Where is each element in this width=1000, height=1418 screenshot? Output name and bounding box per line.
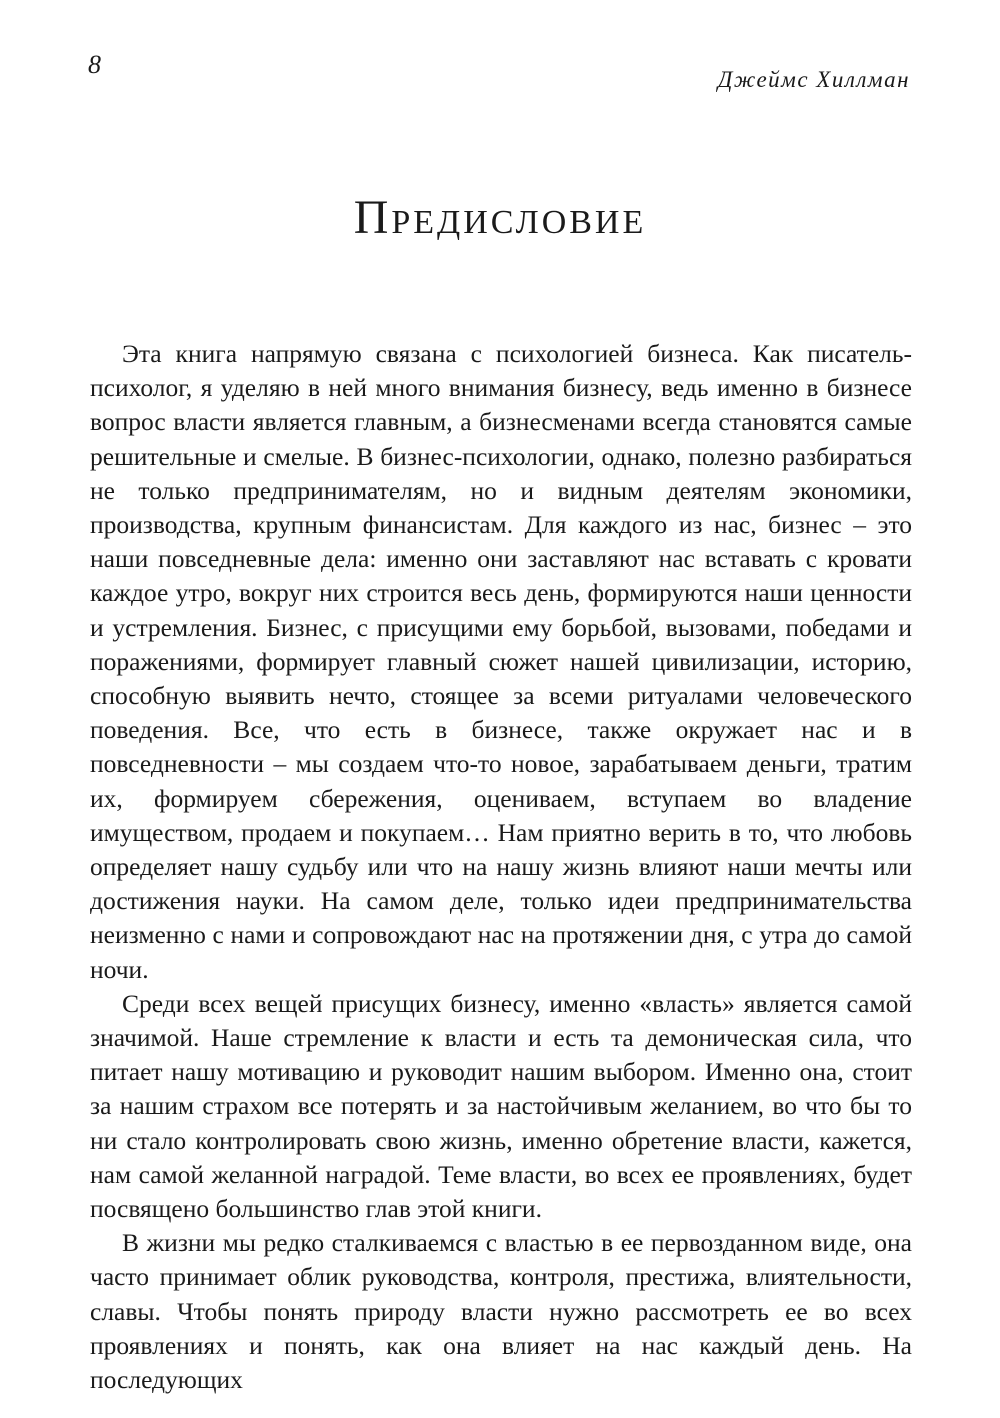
running-head-author: Джеймс Хиллман xyxy=(717,67,910,92)
paragraph: В жизни мы редко сталкиваемся с властью в ее первозданном виде, она часто принимает облик руководства, контроля, престижа, влиятельности, славы. Чтобы понять природу власти нужно рассмотреть ее во всех проявлениях и понять, как она влияет на нас каждый день. На последующих xyxy=(90,1228,912,1395)
page-number: 8 xyxy=(88,50,101,79)
body-text xyxy=(90,337,912,1397)
paragraph: Эта книга напрямую связана с психологией бизнеса. Как писатель-психолог, я уделяю в ней много внимания бизнесу, ведь именно в бизнесе вопрос власти является главным, а бизнесменами всегда становятся самые решительные и смелые. В бизнес-психологии, однако, полезно разбираться не только предпринимателям, но и видным деятелям экономики, производства, крупным финансистам. Для каждого из нас, бизнес – это наши повседневные дела: именно они заставляют нас вставать с кровати каждое утро, вокруг них строится весь день, формируются наши ценности и устремления. Бизнес, с присущими ему борьбой, вызовами, победами и поражениями, формирует главный сюжет нашей цивилизации, историю, способную выявить нечто, стоящее за всеми ритуалами человеческого поведения. Все, что есть в бизнесе, также окружает нас и в повседневности – мы создаем что-то новое, зарабатываем деньги, тратим их, формируем сбережения, оцениваем, вступаем во владение имуществом, продаем и покупаем… Нам приятно верить в то, что любовь определяет нашу судьбу или что на нашу жизнь влияют наши мечты или достижения науки. На самом деле, только идеи предпринимательства неизменно с нами и сопровождают нас на протяжении дня, с утра до самой ночи. xyxy=(90,339,912,984)
chapter-title: Предисловие xyxy=(353,191,647,244)
paragraph: Среди всех вещей присущих бизнесу, именно «власть» является самой значимой. Наше стремление к власти и есть та демоническая сила, что питает нашу мотивацию и руководит нашим выбором. Именно она, стоит за нашим страхом все потерять и за настойчивым желанием, во что бы то ни стало контролировать свою жизнь, именно обретение власти, кажется, нам самой желанной наградой. Теме власти, во всех ее проявлениях, будет посвящено большинство глав этой книги. xyxy=(90,988,912,1224)
